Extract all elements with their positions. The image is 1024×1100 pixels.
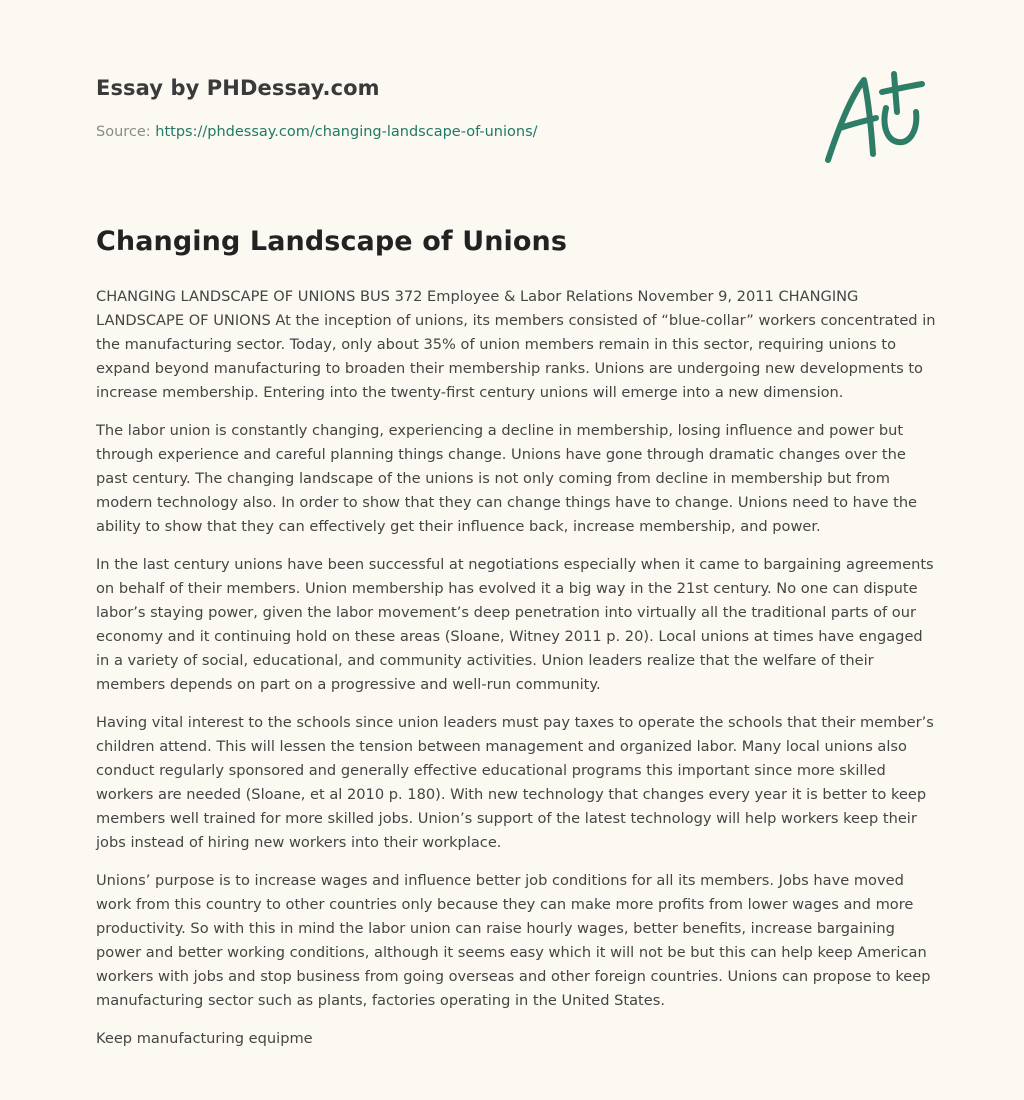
source-link[interactable]: https://phdessay.com/changing-landscape-of-unions/ [155,124,538,140]
page-header [96,0,936,200]
site-title: Essay by PHDessay.com [96,76,380,100]
a-plus-grade-logo-icon [824,68,928,166]
essay-paragraph: In the last century unions have been successful at negotiations especially when it came to bargaining agreements on behalf of their members. Union membership has evolved it a big way in the 21st century. No one can dispute labor’s staying power, given the labor movement’s deep penetration into virtually all the traditional parts of our economy and it continuing hold on these areas (Sloane, Witney 2011 p. 20). Local unions at times have engaged in a variety of social, educational, and community activities. Union leaders realize that the welfare of their members depends on part on a progressive and well-run community. [96,556,934,693]
source-label: Source: [96,124,156,140]
essay-page [96,0,936,1047]
essay-paragraph: CHANGING LANDSCAPE OF UNIONS BUS 372 Employee & Labor Relations November 9, 2011 CHANGING LANDSCAPE OF UNIONS At the inception of unions, its members consisted of “blue-collar” workers concentrated in the manufacturing sector. Today, only about 35% of union members remain in this sector, requiring unions to expand beyond manufacturing to broaden their membership ranks. Unions are undergoing new developments to increase membership. Entering into the twenty-first century unions will emerge into a new dimension. [96,288,936,401]
essay-paragraph: Having vital interest to the schools since union leaders must pay taxes to operate the schools that their member’s children attend. This will lessen the tension between management and organized labor. Many local unions also conduct regularly sponsored and generally effective educational programs this important since more skilled workers are needed (Sloane, et al 2010 p. 180). With new technology that changes every year it is better to keep members well trained for more skilled jobs. Union’s support of the latest technology will help workers keep their jobs instead of hiring new workers into their workplace. [96,714,934,851]
essay-body [96,285,936,1065]
source-line [96,124,538,140]
essay-paragraph-truncated: Keep manufacturing equipme [96,1030,313,1047]
essay-paragraph: Unions’ purpose is to increase wages and influence better job conditions for all its members. Jobs have moved work from this country to other countries only because they can make more profits from lower wages and more productivity. So with this in mind the labor union can raise hourly wages, better benefits, increase bargaining power and better working conditions, although it seems easy which it will not be but this can help keep American workers with jobs and stop business from going overseas and other foreign countries. Unions can propose to keep manufacturing sector such as plants, factories operating in the United States. [96,872,931,1009]
essay-paragraph: The labor union is constantly changing, experiencing a decline in membership, losing influence and power but through experience and careful planning things change. Unions have gone through dramatic changes over the past century. The changing landscape of the unions is not only coming from decline in membership but from modern technology also. In order to show that they can change things have to change. Unions need to have the ability to show that they can effectively get their influence back, increase membership, and power. [96,422,918,535]
essay-title: Changing Landscape of Unions [96,226,568,257]
